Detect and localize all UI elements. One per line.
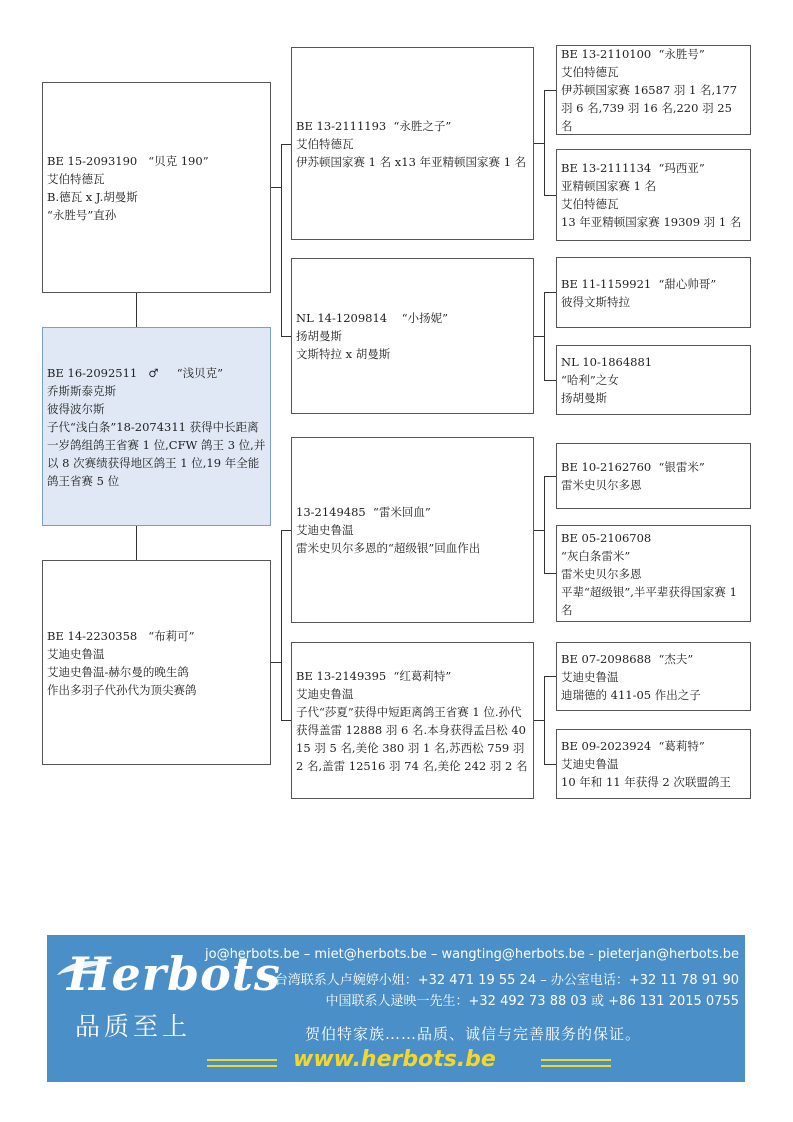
dam-dam-card (291, 642, 534, 799)
dss-line: BE 10-2162760 “银雷米” (561, 460, 705, 474)
sire-sire-card (291, 47, 534, 240)
dam-card (42, 560, 271, 765)
decorative-line (207, 1065, 277, 1067)
connector (281, 530, 282, 721)
sd-line: NL 14-1209814 “小扬妮” (296, 311, 448, 325)
email-list[interactable]: jo@herbots.be – miet@herbots.be – wangting@herbots.be - pieterjan@herbots.be (205, 947, 739, 962)
connector (281, 144, 291, 145)
sss-line: BE 13-2110100 “永胜号” (561, 47, 705, 61)
connector (544, 764, 556, 765)
connector (544, 90, 545, 196)
website-link[interactable]: www.herbots.be (293, 1047, 496, 1072)
dsd-card (556, 525, 751, 622)
sire-dam-card (291, 258, 534, 414)
subject-card (42, 327, 271, 526)
connector (534, 336, 544, 337)
sss-line: 艾伯特德瓦 (561, 65, 619, 79)
dd-line: 艾迪史鲁温 (296, 686, 354, 701)
connector (534, 143, 544, 144)
connector (136, 526, 137, 560)
sire-card (42, 82, 271, 293)
ss-line: 艾伯特德瓦 (296, 136, 354, 151)
ssd-line: 艾伯特德瓦 (561, 197, 619, 211)
slogan: 品质至上 (75, 1012, 192, 1041)
dd-line: 子代“莎夏”获得中短距离鸽王省赛 1 位.孙代获得盖雷 12888 羽 6 名.本身获得孟吕松 4015 羽 5 名,美伦 380 羽 1 名,苏西松 759 羽 2 名,盖雷 12516 羽 74 名,美伦 242 羽 2 名 (296, 704, 529, 773)
sdd-card (556, 345, 751, 415)
sd-line: 文斯特拉 x 胡曼斯 (296, 347, 391, 361)
ss-line: BE 13-2111193 “永胜之子” (296, 118, 452, 133)
decorative-line (207, 1059, 277, 1061)
sss-card (556, 45, 751, 135)
connector (544, 292, 556, 293)
sdd-line: “哈利”之女 (561, 373, 619, 387)
footer-banner (47, 935, 745, 1082)
dds-line: 迪瑞德的 411-05 作出之子 (561, 687, 701, 702)
ssd-line: 亚精顿国家赛 1 名 (561, 179, 657, 193)
ds-line: 艾迪史鲁温 (296, 523, 354, 537)
dds-card (556, 642, 751, 711)
connector (544, 676, 545, 765)
ds-line: 13-2149485 “雷米回血” (296, 505, 431, 519)
dds-line: BE 07-2098688 “杰夫” (561, 651, 694, 666)
connector (544, 292, 545, 381)
sds-line: 彼得文斯特拉 (561, 294, 630, 309)
sds-line: BE 11-1159921 “甜心帅哥” (561, 276, 717, 291)
subject-line: BE 16-2092511 ♂ “浅贝克” (47, 365, 224, 380)
sd-line: 扬胡曼斯 (296, 329, 342, 343)
dsd-line: “灰白条雷米” (561, 548, 631, 563)
sire-line: 艾伯特德瓦 (47, 171, 105, 186)
dam-line: 艾迪史鲁温 (47, 646, 105, 661)
ddd-line: 艾迪史鲁温 (561, 757, 619, 771)
subject-line: 彼得波尔斯 (47, 401, 105, 416)
connector (544, 476, 556, 477)
ssd-line: BE 13-2111134 “玛西亚” (561, 161, 705, 175)
sds-card (556, 257, 751, 328)
sire-line: B.德瓦 x J.胡曼斯 (47, 189, 138, 204)
connector (281, 336, 291, 337)
connector (544, 195, 556, 196)
connector (281, 144, 282, 337)
dss-card (556, 443, 751, 509)
dsd-line: 雷米史贝尔多恩 (561, 566, 642, 581)
sdd-line: 扬胡曼斯 (561, 391, 607, 405)
ds-line: 雷米史贝尔多恩的“超级银”回血作出 (296, 541, 481, 555)
dsd-line: 平辈“超级银”,半平辈获得国家赛 1 名 (561, 584, 741, 617)
sire-line: “永胜号”直孙 (47, 207, 117, 222)
ssd-card (556, 149, 751, 241)
dd-line: BE 13-2149395 “红葛莉特” (296, 668, 452, 683)
sire-line: BE 15-2093190 “贝克 190” (47, 153, 209, 168)
connector (136, 293, 137, 327)
connector (271, 187, 281, 188)
sss-line: 伊苏顿国家赛 16587 羽 1 名,177 羽 6 名,739 羽 16 名,220 羽 25 名 (561, 83, 741, 133)
dam-line: 艾迪史鲁温-赫尔曼的晚生鸽 (47, 664, 189, 679)
connector (534, 530, 544, 531)
connector (544, 90, 556, 91)
dsd-line: BE 05-2106708 (561, 530, 652, 545)
connector (544, 476, 545, 574)
taiwan-contact: 台湾联系人卢婉婷小姐：+32 471 19 55 24 – 办公室电话：+32 11 78 91 90 (274, 973, 739, 988)
connector (281, 530, 291, 531)
dds-line: 艾迪史鲁温 (561, 669, 619, 684)
connector (281, 720, 291, 721)
connector (544, 573, 556, 574)
herbots-logo: Herbots (67, 947, 281, 1001)
china-contact: 中国联系人逯映一先生：+32 492 73 88 03 或 +86 131 2015 0755 (325, 994, 739, 1009)
subject-line: 乔斯斯泰克斯 (47, 383, 116, 398)
ss-line: 伊苏顿国家赛 1 名 x13 年亚精顿国家赛 1 名 (296, 154, 527, 169)
connector (544, 380, 556, 381)
decorative-line (541, 1065, 611, 1067)
tagline: 贺伯特家族……品质、诚信与完善服务的保证。 (305, 1025, 642, 1043)
connector (534, 720, 544, 721)
dam-line: 作出多羽子代孙代为顶尖赛鸽 (47, 682, 197, 697)
decorative-line (541, 1059, 611, 1061)
connector (544, 676, 556, 677)
sdd-line: NL 10-1864881 (561, 355, 653, 369)
ddd-line: 10 年和 11 年获得 2 次联盟鸽王 (561, 775, 731, 789)
ddd-card (556, 729, 751, 799)
ddd-line: BE 09-2023924 “葛莉特” (561, 739, 705, 753)
subject-line: 子代“浅白条”18-2074311 获得中长距离一岁鸽组鸽王省赛 1 位,CFW 鸽王 3 位,并以 8 次赛绩获得地区鸽王 1 位,19 年全能鸽王省赛 5 位 (47, 419, 266, 488)
dam-sire-card (291, 437, 534, 623)
dss-line: 雷米史贝尔多恩 (561, 478, 642, 492)
ssd-line: 13 年亚精顿国家赛 19309 羽 1 名 (561, 215, 742, 229)
connector (271, 662, 281, 663)
dam-line: BE 14-2230358 “布莉可” (47, 628, 195, 643)
